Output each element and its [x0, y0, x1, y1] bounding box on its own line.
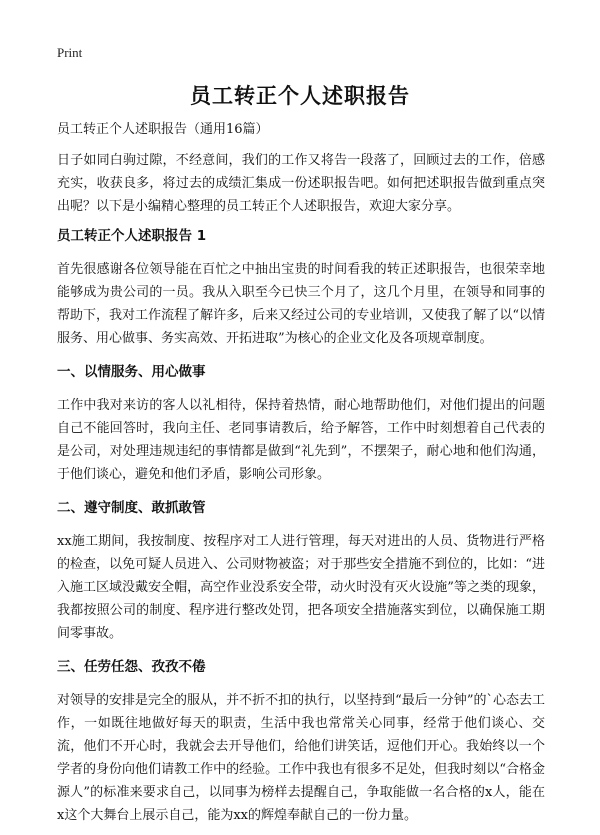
document-body [57, 118, 545, 835]
section-heading-1: 一、以情服务、用心做事 [57, 364, 206, 380]
report-heading: 员工转正个人述职报告 1 [57, 228, 207, 244]
section-body-2: xx施工期间，我按制度、按程序对工人进行管理，每天对进出的人员、货物进行严格的检查，以免可疑人员进入、公司财物被盗；对于那些安全措施不到位的，比如：“进入施工区域没戴安全帽，高空作业没系安全带，动火时没有灭火设施”等之类的现象，我都按照公司的制度、程序进行整改处罚，把各项安全措施落实到位，以确保施工期间零事故。 [57, 534, 545, 641]
print-link[interactable]: Print [57, 45, 83, 60]
section-body-1: 工作中我对来访的客人以礼相待，保持着热情，耐心地帮助他们，对他们提出的问题自己不能回答时，我向主任、老同事请教后，给予解答，工作中时刻想着自己代表的是公司，对处理违规违纪的事情都是做到“礼先到”，不摆架子，耐心地和他们沟通，于他们谈心，避免和他们矛盾，影响公司形象。 [57, 398, 545, 482]
intro-paragraph: 日子如同白驹过隙，不经意间，我们的工作又将告一段落了，回顾过去的工作，倍感充实，收获良多，将过去的成绩汇集成一份述职报告吧。如何把述职报告做到重点突出呢？以下是小编精心整理的员工转正个人述职报告，欢迎大家分享。 [57, 153, 545, 214]
section-body-3: 对领导的安排是完全的服从，并不折不扣的执行，以坚持到“最后一分钟”的`心态去工作，一如既往地做好每天的职责，生活中我也常常关心同事，经常于他们谈心、交流，他们不开心时，我就会去开导他们，给他们讲笑话，逗他们开心。我始终以一个学者的身份向他们请教工作中的经验。工作中我也有很多不足处，但我时刻以“合格金源人”的标准来要求自己，以同事为榜样去提醒自己，争取能做一名合格的x人，能在x这个大舞台上展示自己，能为xx的辉煌奉献自己的一份力量。 [57, 693, 545, 823]
section-heading-2: 二、遵守制度、敢抓敢管 [57, 500, 206, 516]
document-title: 员工转正个人述职报告 [190, 84, 410, 108]
section-heading-3: 三、任劳任怨、孜孜不倦 [57, 659, 206, 675]
document-subtitle: 员工转正个人述职报告（通用16篇） [57, 122, 269, 137]
report-intro-paragraph: 首先很感谢各位领导能在百忙之中抽出宝贵的时间看我的转正述职报告，也很荣幸地能够成为贵公司的一员。我从入职至今已快三个月了，这几个月里，在领导和同事的帮助下，我对工作流程了解许多，后来又经过公司的专业培训，又使我了解了以“以情服务、用心做事、务实高效、开拓进取”为核心的企业文化及各项规章制度。 [57, 262, 545, 346]
